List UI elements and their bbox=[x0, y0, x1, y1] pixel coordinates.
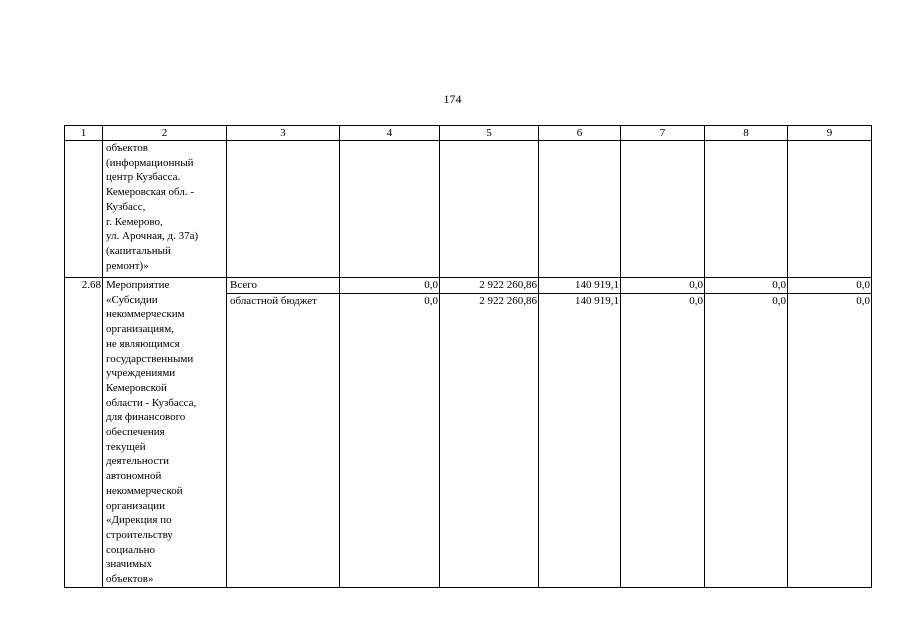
continuation-source-cell bbox=[227, 141, 340, 278]
continuation-name-cell: объектов (информационный центр Кузбасса. Кемеровская обл. - Кузбасс, г. Кемерово, ул. Арочная, д. 37а) (капитальный ремонт)» bbox=[103, 141, 227, 278]
col-header-8: 8 bbox=[705, 126, 788, 141]
value-cell-5: 2 922 260,86 bbox=[440, 278, 539, 294]
value-cell-7: 0,0 bbox=[621, 293, 705, 587]
continuation-cell-6 bbox=[539, 141, 621, 278]
continuation-cell-8 bbox=[705, 141, 788, 278]
item-name-cell: Мероприятие «Субсидии некоммерческим организациям, не являющимся государственными учреждениями Кемеровской области - Кузбасса, для финансового обеспечения текущей деятельности автономной некоммерческой организации «Дирекция по строительству социально значимых объектов» bbox=[103, 278, 227, 588]
value-cell-8: 0,0 bbox=[705, 293, 788, 587]
value-cell-8: 0,0 bbox=[705, 278, 788, 294]
col-header-3: 3 bbox=[227, 126, 340, 141]
continuation-row bbox=[65, 141, 872, 278]
page-number: 174 bbox=[443, 92, 462, 106]
item-code-cell: 2.68 bbox=[65, 278, 103, 588]
value-cell-9: 0,0 bbox=[788, 293, 872, 587]
continuation-cell-9 bbox=[788, 141, 872, 278]
value-cell-4: 0,0 bbox=[340, 278, 440, 294]
funding-source-cell: областной бюджет bbox=[227, 293, 340, 587]
continuation-cell-7 bbox=[621, 141, 705, 278]
budget-table bbox=[64, 125, 872, 588]
col-header-6: 6 bbox=[539, 126, 621, 141]
continuation-cell-4 bbox=[340, 141, 440, 278]
col-header-2: 2 bbox=[103, 126, 227, 141]
col-header-1: 1 bbox=[65, 126, 103, 141]
value-cell-6: 140 919,1 bbox=[539, 293, 621, 587]
col-header-9: 9 bbox=[788, 126, 872, 141]
value-cell-9: 0,0 bbox=[788, 278, 872, 294]
value-cell-7: 0,0 bbox=[621, 278, 705, 294]
col-header-7: 7 bbox=[621, 126, 705, 141]
value-cell-4: 0,0 bbox=[340, 293, 440, 587]
continuation-cell-5 bbox=[440, 141, 539, 278]
value-cell-6: 140 919,1 bbox=[539, 278, 621, 294]
table-row bbox=[65, 278, 872, 294]
funding-source-cell: Всего bbox=[227, 278, 340, 294]
col-header-5: 5 bbox=[440, 126, 539, 141]
value-cell-5: 2 922 260,86 bbox=[440, 293, 539, 587]
continuation-code-cell bbox=[65, 141, 103, 278]
col-header-4: 4 bbox=[340, 126, 440, 141]
column-number-row bbox=[65, 126, 872, 141]
